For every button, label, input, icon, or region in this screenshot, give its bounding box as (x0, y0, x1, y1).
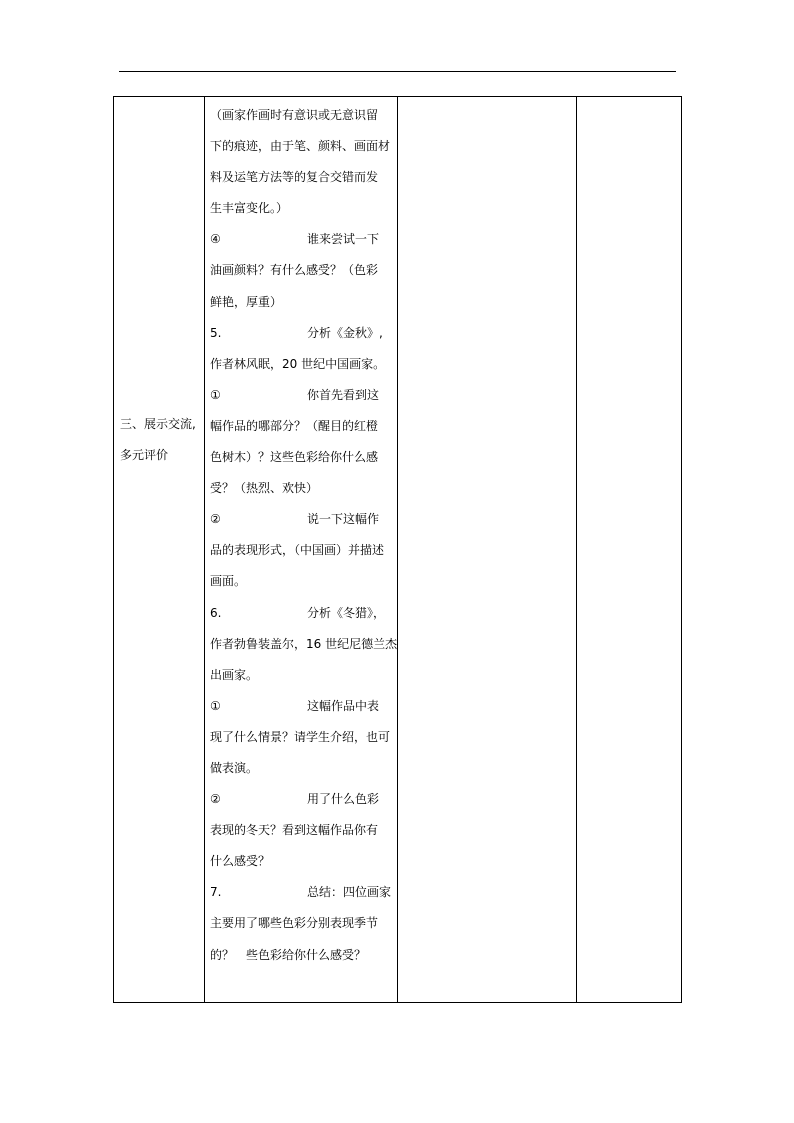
content-line: 油画颜料？有什么感受？（色彩 (210, 263, 379, 278)
content-line: 主要用了哪些色彩分别表现季节 (210, 916, 379, 931)
section-number: 5. (210, 325, 222, 340)
content-line: 作者勃鲁装盖尔，16 世纪尼德兰杰 (210, 636, 398, 651)
question-text: 说一下这幅作 (307, 512, 380, 527)
section-text: 总结：四位画家 (307, 885, 392, 900)
content-line: 画面。 (210, 574, 247, 589)
section-text: 分析《冬猎》， (307, 605, 386, 620)
content-line: 受？（热烈、欢快） (210, 481, 319, 496)
design-intent-cell (577, 97, 682, 1002)
student-activity-cell (398, 97, 577, 1002)
section-marker: 的？ (210, 947, 235, 962)
question-marker: ② (210, 792, 221, 807)
section-text: 些色彩给你什么感受？ (246, 947, 367, 962)
question-marker: ④ (210, 232, 221, 247)
content-line: 幅作品的哪部分？（醒目的红橙 (210, 418, 379, 433)
stage-label-line: 多元评价 (120, 448, 169, 462)
content-line: 做表演。 (210, 760, 259, 775)
content-line: 表现的冬天？看到这幅作品你有 (210, 823, 379, 838)
section-text: 分析《金秋》, (307, 325, 383, 340)
section-line (210, 318, 395, 349)
content-line: 品的表现形式，（中国画）并描述 (210, 543, 385, 558)
content-line: 色树木）？这些色彩给你什么感 (210, 450, 379, 465)
section-number: 7. (210, 885, 222, 900)
question-marker: ① (210, 387, 221, 402)
question-marker: ① (210, 698, 221, 713)
stage-cell (114, 97, 205, 1002)
content-line: （画家作画时有意识或无意识留 (210, 108, 379, 122)
question-line (210, 691, 395, 722)
question-line (210, 504, 395, 535)
question-line (210, 380, 395, 411)
section-line (210, 598, 395, 629)
content-line: 鲜艳，厚重） (210, 294, 283, 309)
teaching-content (210, 100, 398, 971)
content-line: 生丰富变化。） (210, 201, 289, 216)
section-line (210, 940, 395, 971)
question-text: 你首先看到这 (307, 387, 380, 402)
section-number: 6. (210, 605, 222, 620)
section-line (210, 877, 395, 908)
question-line (210, 784, 395, 815)
question-marker: ② (210, 512, 221, 527)
stage-label-line: 三、展示交流, (120, 417, 196, 431)
content-line: 什么感受？ (210, 854, 271, 869)
question-text: 这幅作品中表 (307, 698, 380, 713)
content-line: 作者林风眠，20 世纪中国画家。 (210, 356, 386, 371)
lesson-table (113, 96, 682, 1003)
teaching-content-cell (205, 97, 398, 1002)
question-line (210, 224, 395, 255)
stage-label (120, 409, 204, 471)
content-line: 现了什么情景？请学生介绍，也可 (210, 729, 391, 744)
content-line: 出画家。 (210, 667, 259, 682)
content-line: 下的痕迹，由于笔、颜料、画面材 (210, 139, 391, 154)
question-text: 用了什么色彩 (307, 792, 380, 807)
content-line: 料及运笔方法等的复合交错而发 (210, 170, 379, 185)
question-text: 谁来尝试一下 (307, 232, 380, 247)
header-rule (119, 71, 676, 72)
